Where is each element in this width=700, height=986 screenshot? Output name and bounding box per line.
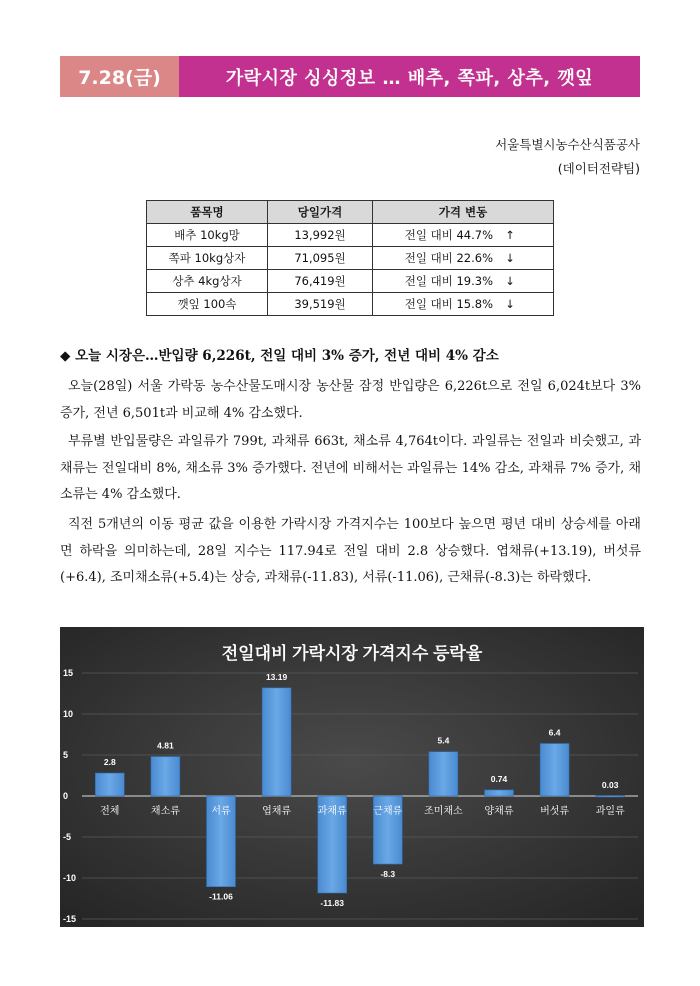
category-label: 근채류: [373, 806, 403, 817]
column-header-change: 가격 변동: [373, 201, 554, 224]
category-label: 서류: [211, 806, 231, 817]
table-row: [147, 293, 554, 316]
category-label: 버섯류: [540, 806, 570, 817]
y-tick-label: -10: [63, 873, 77, 883]
price-table-header-row: [147, 201, 554, 224]
data-label: -8.3: [380, 869, 396, 880]
column-header-price: 당일가격: [268, 201, 373, 224]
chart-title: 전일대비 가락시장 가격지수 등락율: [221, 644, 483, 663]
y-tick-label: -15: [63, 914, 77, 924]
arrow-down-icon: ↓: [505, 274, 515, 288]
item-cell: 배추 10kg망: [147, 224, 268, 247]
item-cell: 상추 4kg상자: [147, 270, 268, 293]
y-tick-label: -5: [63, 832, 72, 842]
table-row: [147, 270, 554, 293]
price-table: [146, 200, 554, 316]
header-title: 가락시장 싱싱정보 … 배추, 쪽파, 상추, 깻잎: [179, 56, 640, 97]
change-cell: [373, 224, 554, 247]
y-tick-label: 5: [63, 750, 69, 760]
change-text: 전일 대비 44.7%: [404, 228, 493, 242]
data-label: 0.03: [601, 779, 619, 790]
category-label: 양채류: [484, 806, 514, 817]
column-header-item: 품목명: [147, 201, 268, 224]
paragraph-price-index: 직전 5개년의 이동 평균 값을 이용한 가락시장 가격지수는 100보다 높으면 평년 대비 상승세를 아래면 하락을 의미하는데, 28일 지수는 117.94로 전일 대비 2.8 상승했다. 엽채류(+13.19), 버섯류(+6.4), 조미채소류(+5.4)는 상승, 과채류(-11.83), 서류(-11.06), 근채류(-8.3)는 하락했다.: [60, 517, 641, 585]
price-cell: 76,419원: [268, 270, 373, 293]
organization-block: [495, 133, 640, 181]
y-tick-label: 15: [63, 668, 74, 678]
table-row: [147, 247, 554, 270]
organization-team: (데이터전략팀): [557, 161, 640, 176]
change-text: 전일 대비 15.8%: [404, 297, 493, 311]
change-cell: [373, 270, 554, 293]
category-label: 조미채소: [424, 806, 463, 817]
data-label: 2.8: [103, 757, 116, 768]
change-cell: [373, 247, 554, 270]
bar: [262, 688, 291, 796]
header-date: 7.28(금): [60, 56, 179, 97]
category-label: 전체: [100, 806, 120, 817]
bar: [429, 752, 458, 796]
price-cell: 39,519원: [268, 293, 373, 316]
data-label: -11.83: [320, 898, 345, 909]
data-label: 6.4: [548, 727, 561, 738]
price-index-chart: [60, 627, 644, 927]
arrow-up-icon: ↑: [505, 228, 515, 242]
bar: [540, 744, 569, 796]
category-label: 채소류: [150, 806, 180, 817]
data-label: -11.06: [209, 891, 233, 902]
category-label: 과채류: [317, 806, 347, 817]
price-cell: 13,992원: [268, 224, 373, 247]
organization-name: 서울특별시농수산식품공사: [495, 137, 640, 152]
paragraph-categories: 부류별 반입물량은 과일류가 799t, 과채류 663t, 채소류 4,764t이다. 과일류는 전일과 비슷했고, 과채류는 전일대비 8%, 채소류 3% 증가했다. 전년에 비해서는 과일류는 14% 감소, 과채류 7% 증가, 채소류는 4% 감소했다.: [60, 434, 641, 502]
data-label: 0.74: [490, 773, 508, 784]
bar: [151, 757, 180, 796]
change-text: 전일 대비 22.6%: [404, 251, 493, 265]
y-tick-label: 10: [63, 709, 74, 719]
data-label: 13.19: [265, 671, 288, 682]
bar: [596, 796, 625, 797]
page-header: [60, 56, 640, 97]
bar: [485, 790, 514, 796]
bar: [95, 773, 124, 796]
data-label: 4.81: [157, 740, 174, 751]
price-cell: 71,095원: [268, 247, 373, 270]
arrow-down-icon: ↓: [505, 251, 515, 265]
data-label: 5.4: [437, 735, 450, 746]
change-cell: [373, 293, 554, 316]
paragraph-arrivals: 오늘(28일) 서울 가락동 농수산물도매시장 농산물 잠정 반입량은 6,226t으로 전일 6,024t보다 3% 증가, 전년 6,501t과 비교해 4% 감소했다.: [60, 379, 641, 421]
change-text: 전일 대비 19.3%: [404, 274, 493, 288]
item-cell: 깻잎 100속: [147, 293, 268, 316]
arrow-down-icon: ↓: [505, 297, 515, 311]
table-row: [147, 224, 554, 247]
category-label: 엽채류: [262, 806, 292, 817]
category-label: 과일류: [595, 806, 625, 817]
item-cell: 쪽파 10kg상자: [147, 247, 268, 270]
y-tick-label: 0: [63, 791, 69, 801]
market-headline: ◆ 오늘 시장은…반입량 6,226t, 전일 대비 3% 증가, 전년 대비 4% 감소: [60, 348, 499, 364]
